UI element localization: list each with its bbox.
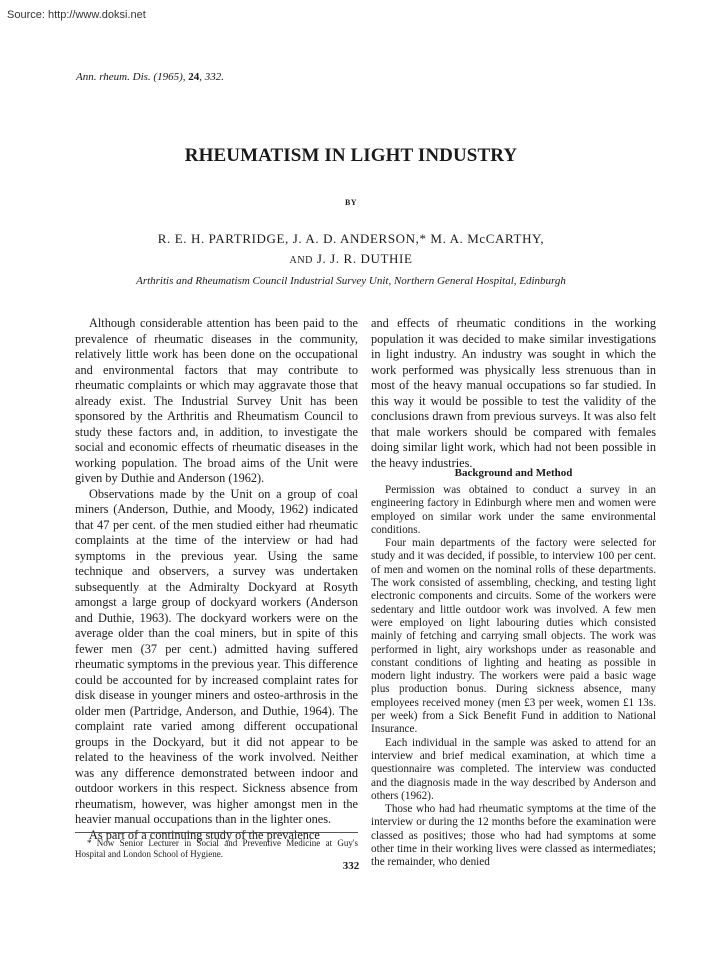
footnote [75, 838, 358, 860]
right-paragraph: Each individual in the sample was asked to attend for an interview and brief medical examination, at which time a questionnaire was completed. The interview was conducted and the diagnosis made in the way described by Anderson and others (1962). [371, 736, 656, 802]
source-url: Source: http://www.doksi.net [7, 9, 146, 21]
right-paragraph: Four main departments of the factory were selected for study and it was decided, if possible, to interview 100 per cent. of men and women on the nominal rolls of these departments. The work consisted of assembling, checking, and testing light electronic components and circuits. Some of the workers were sedentary and little outdoor work was involved. A few men were employed on light labouring duties which consisted mainly of fetching and carrying small objects. The work was performed in light, airy workshops under as reasonable and constant conditions of lighting and heating as possible in modern light industry. The workers were paid a basic wage plus production bonus. During sickness absence, many employees received money (men £3 per week, women £1 13s. per week) from a Sick Benefit Fund in addition to National Insurance. [371, 537, 656, 736]
left-column [75, 316, 358, 843]
authors-and: AND [289, 255, 313, 266]
authors-line-1: R. E. H. PARTRIDGE, J. A. D. ANDERSON,* M. A. McCARTHY, [157, 231, 545, 246]
right-column-top [371, 316, 656, 471]
left-paragraph: Observations made by the Unit on a group of coal miners (Anderson, Duthie, and Moody, 1962) indicated that 47 per cent. of the men studied either had rheumatic complaints at the time of the interview or had had symptoms in the previous year. Using the same technique and observers, a survey was undertaken subsequently at the Admiralty Dockyard at Rosyth amongst a large group of dockyard workers (Anderson and Duthie, 1963). The dockyard workers were on the average older than the coal miners, but in spite of this fewer men (37 per cent.) admitted having suffered rheumatic symptoms in the previous year. This difference could be accounted for by increased complaint rates for disk disease in younger miners and osteo-arthrosis in the older men (Partridge, Anderson, and Duthie, 1964). The complaint rate varied among different occupational groups in the Dockyard, but it did not appear to be related to the heaviness of the work involved. Neither was any difference demonstrated between indoor and outdoor workers in this respect. Sickness absence from rheumatism, however, was higher amongst men in the heavier manual occupations than in the lighter ones. [75, 486, 358, 826]
right-column-body [371, 484, 656, 870]
page-number: 332 [342, 860, 360, 872]
authors-last: J. J. R. DUTHIE [316, 251, 413, 266]
authors-line-2 [0, 251, 702, 267]
citation-volume: 24 [188, 71, 200, 83]
left-paragraph: As part of a continuing study of the prevalence [89, 827, 320, 842]
footnote-text: * Now Senior Lecturer in Social and Preventive Medicine at Guy's Hospital and London School of Hygiene. [75, 838, 358, 859]
citation-page: , 332. [199, 71, 224, 83]
left-paragraph: Although considerable attention has been paid to the prevalence of rheumatic diseases in the community, relatively little work has been done on the occupational and environmental factors that may contribute to rheumatic complaints or which may aggravate those that already exist. The Industrial Survey Unit has been sponsored by the Arthritis and Rheumatism Council to study these factors and, in addition, to investigate the social and economic effects of rheumatic diseases in the working population. The broad aims of the Unit were given by Duthie and Anderson (1962). [75, 316, 358, 485]
section-heading: Background and Method [454, 467, 573, 479]
affiliation: Arthritis and Rheumatism Council Industrial Survey Unit, Northern General Hospital, Edinburgh [136, 275, 566, 287]
footnote-divider [75, 832, 358, 833]
citation-year: (1965), [153, 71, 186, 83]
journal-citation [76, 71, 224, 83]
right-paragraph-continued: and effects of rheumatic conditions in the working population it was decided to make similar investigations in light industry. An industry was sought in which the work performed was physically less strenuous than in most of the heavy manual occupations so far studied. In this way it would be possible to test the validity of the conclusions drawn from previous surveys. It was also felt that male workers should be compared with females doing similar light work, which had not been possible in the heavy industries. [371, 316, 656, 470]
right-paragraph: Permission was obtained to conduct a survey in an engineering factory in Edinburgh where men and women were employed on similar work under the same environmental conditions. [371, 484, 656, 536]
byline-by: BY [344, 198, 358, 207]
right-paragraph: Those who had had rheumatic symptoms at the time of the interview or during the 12 months before the examination were classed as positives; those who had had symptoms at some other time in their working lives were classed as intermediates; the remainder, who denied [371, 803, 656, 869]
article-title: RHEUMATISM IN LIGHT INDUSTRY [184, 145, 518, 166]
citation-journal: Ann. rheum. Dis. [76, 71, 151, 83]
